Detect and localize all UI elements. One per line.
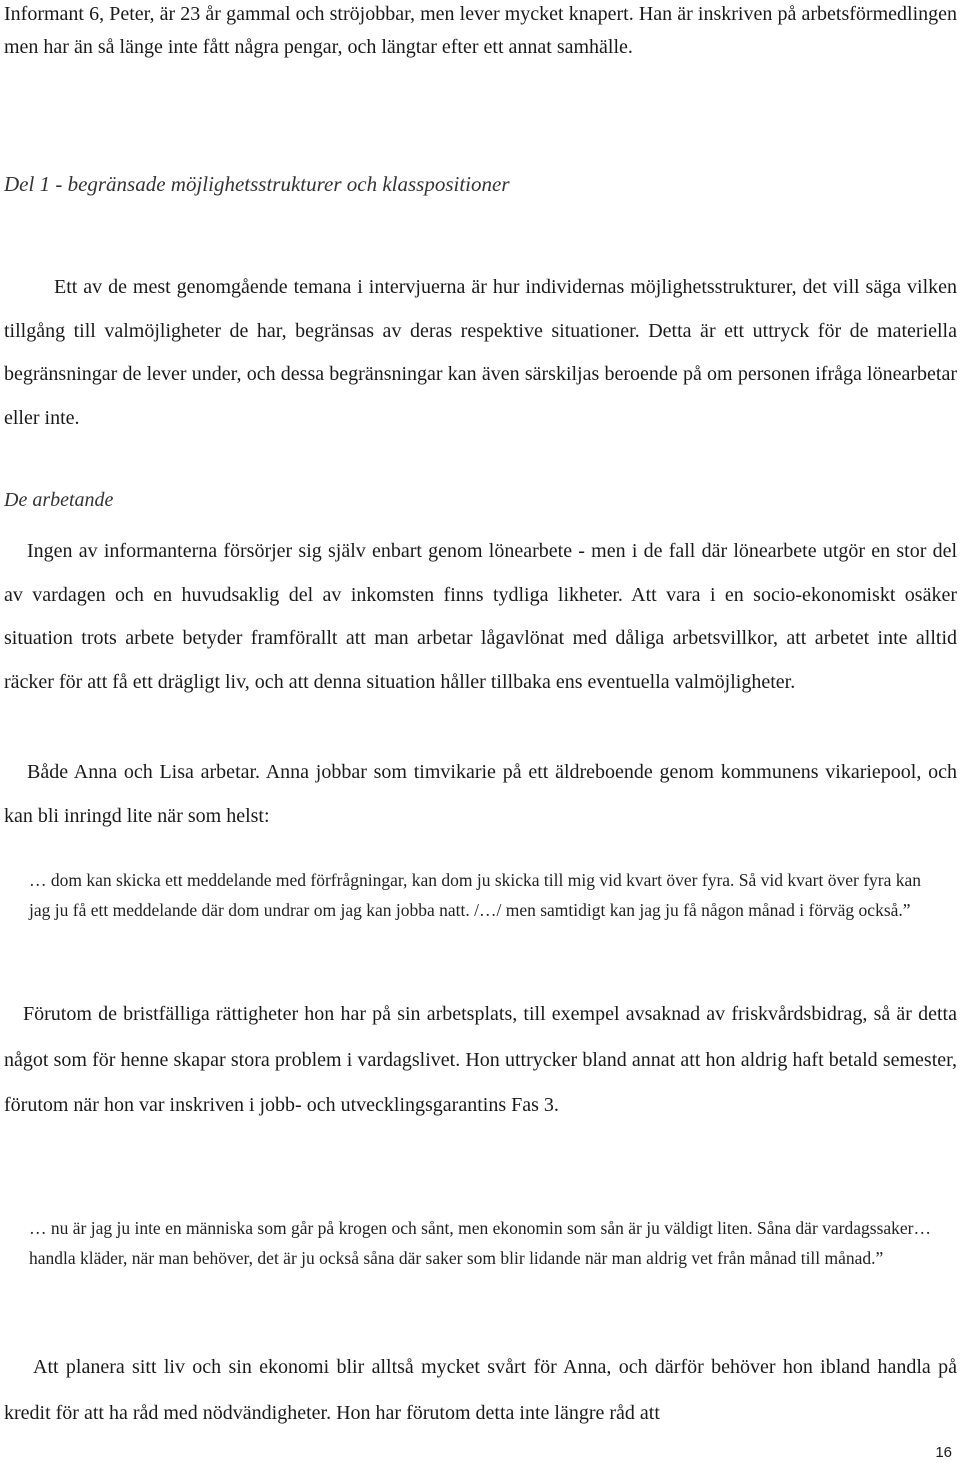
section-heading-de-arbetande: De arbetande <box>4 489 114 511</box>
body-paragraph: Att planera sitt liv och sin ekonomi blir alltså mycket svårt för Anna, och därför behöver hon ibland handla på kredit för att ha råd med nödvändigheter. Hon har förutom detta inte längre råd att <box>4 1356 957 1424</box>
page-number: 16 <box>935 1444 952 1461</box>
intro-paragraph: Informant 6, Peter, är 23 år gammal och ströjobbar, men lever mycket knapert. Han är inskriven på arbetsförmedlingen men har än så länge inte fått några pengar, och längtar efter ett annat samhälle. <box>4 3 957 58</box>
body-paragraph: Både Anna och Lisa arbetar. Anna jobbar som timvikarie på ett äldreboende genom kommunens vikariepool, och kan bli inringd lite när som helst: <box>4 761 957 827</box>
block-quote: … nu är jag ju inte en människa som går på krogen och sånt, men ekonomin som sån är ju väldigt liten. Såna där vardagssaker… handla kläder, när man behöver, det är ju också såna där saker som blir lidande när man aldrig vet från månad till månad.” <box>29 1218 931 1268</box>
body-paragraph: Ingen av informanterna försörjer sig själv enbart genom lönearbete - men i de fall där lönearbete utgör en stor del av vardagen och en huvudsaklig del av inkomsten finns tydliga likheter. Att vara i en socio-ekonomiskt osäker situation trots arbete betyder framförallt att man arbetar lågavlönat med dåliga arbetsvillkor, att arbetet inte alltid räcker för att få ett drägligt liv, och att denna situation håller tillbaka ens eventuella valmöjligheter. <box>4 540 957 693</box>
body-paragraph: Ett av de mest genomgående temana i intervjuerna är hur individernas möjlighetsstrukturer, det vill säga vilken tillgång till valmöjligheter de har, begränsas av deras respektive situationer. Detta är ett uttryck för de materiella begränsningar de lever under, och dessa begränsningar kan även särskiljas beroende på om personen ifråga lönearbetar eller inte. <box>4 276 957 429</box>
section-heading-del-1: Del 1 - begränsade möjlighetsstrukturer och klasspositioner <box>4 172 510 196</box>
body-paragraph: Förutom de bristfälliga rättigheter hon har på sin arbetsplats, till exempel avsaknad av friskvårdsbidrag, så är detta något som för henne skapar stora problem i vardagslivet. Hon uttrycker bland annat att hon aldrig haft betald semester, förutom när hon var inskriven i jobb- och utvecklingsgarantins Fas 3. <box>4 1003 957 1116</box>
block-quote: … dom kan skicka ett meddelande med förfrågningar, kan dom ju skicka till mig vid kvart över fyra. Så vid kvart över fyra kan jag ju få ett meddelande där dom undrar om jag kan jobba natt. /…/ men samtidigt kan jag ju få någon månad i förväg också.” <box>29 870 922 920</box>
